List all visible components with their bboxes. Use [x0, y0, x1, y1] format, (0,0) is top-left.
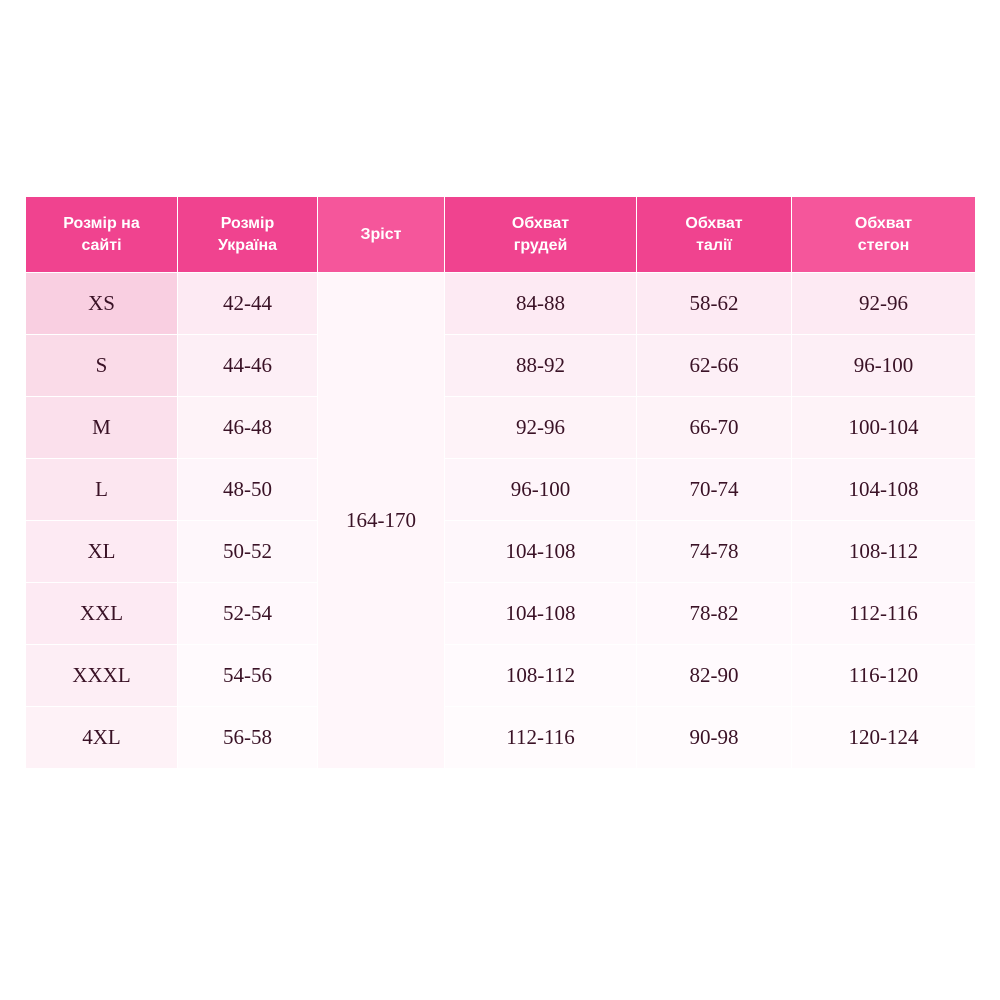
- cell-ua-size: 42-44: [178, 273, 318, 335]
- header-row: [26, 197, 976, 273]
- cell-hips: 100-104: [792, 397, 976, 459]
- table-row: [26, 645, 976, 707]
- cell-hips: 116-120: [792, 645, 976, 707]
- header-waist-line2: талії: [696, 236, 732, 254]
- table-body: [26, 273, 976, 769]
- header-hips: [792, 197, 976, 273]
- header-hips-line2: стегон: [857, 236, 910, 254]
- table-row: [26, 583, 976, 645]
- cell-ua-size: 56-58: [178, 707, 318, 769]
- table-row: [26, 459, 976, 521]
- cell-chest: 84-88: [445, 273, 637, 335]
- cell-hips: 120-124: [792, 707, 976, 769]
- cell-waist: 58-62: [637, 273, 792, 335]
- cell-ua-size: 50-52: [178, 521, 318, 583]
- cell-chest: 92-96: [445, 397, 637, 459]
- header-waist: [637, 197, 792, 273]
- header-ua-size-line2: Україна: [217, 236, 278, 254]
- cell-site-size: 4XL: [26, 707, 178, 769]
- table-row: [26, 335, 976, 397]
- table-header: [26, 197, 976, 273]
- header-site-size: [26, 197, 178, 273]
- cell-ua-size: 54-56: [178, 645, 318, 707]
- cell-waist: 82-90: [637, 645, 792, 707]
- cell-ua-size: 48-50: [178, 459, 318, 521]
- table-row: [26, 707, 976, 769]
- cell-chest: 104-108: [445, 521, 637, 583]
- header-waist-line1: Обхват: [685, 214, 743, 232]
- header-chest-line1: Обхват: [511, 214, 570, 232]
- header-hips-line1: Обхват: [854, 214, 913, 232]
- cell-hips: 112-116: [792, 583, 976, 645]
- cell-chest: 96-100: [445, 459, 637, 521]
- cell-waist: 78-82: [637, 583, 792, 645]
- cell-hips: 92-96: [792, 273, 976, 335]
- cell-height: 164-170: [318, 273, 445, 769]
- size-chart-container: [25, 196, 975, 769]
- size-chart-table: [25, 196, 976, 769]
- cell-waist: 70-74: [637, 459, 792, 521]
- header-ua-size-line1: Розмір: [220, 214, 275, 232]
- cell-site-size: XS: [26, 273, 178, 335]
- header-height: [318, 197, 445, 273]
- header-chest-line2: грудей: [513, 236, 568, 254]
- cell-site-size: XL: [26, 521, 178, 583]
- header-site-size-line2: сайті: [81, 236, 122, 254]
- header-ua-size: [178, 197, 318, 273]
- cell-site-size: L: [26, 459, 178, 521]
- cell-site-size: XXL: [26, 583, 178, 645]
- table-row: [26, 397, 976, 459]
- cell-chest: 104-108: [445, 583, 637, 645]
- cell-chest: 88-92: [445, 335, 637, 397]
- cell-ua-size: 44-46: [178, 335, 318, 397]
- cell-site-size: M: [26, 397, 178, 459]
- cell-hips: 104-108: [792, 459, 976, 521]
- table-row: [26, 273, 976, 335]
- cell-ua-size: 52-54: [178, 583, 318, 645]
- cell-site-size: S: [26, 335, 178, 397]
- table-row: [26, 521, 976, 583]
- cell-waist: 74-78: [637, 521, 792, 583]
- header-site-size-line1: Розмір на: [63, 214, 140, 232]
- header-height-line1: Зріст: [360, 225, 402, 243]
- cell-chest: 112-116: [445, 707, 637, 769]
- cell-waist: 66-70: [637, 397, 792, 459]
- cell-site-size: XXXL: [26, 645, 178, 707]
- cell-ua-size: 46-48: [178, 397, 318, 459]
- header-chest: [445, 197, 637, 273]
- cell-waist: 62-66: [637, 335, 792, 397]
- cell-hips: 96-100: [792, 335, 976, 397]
- cell-chest: 108-112: [445, 645, 637, 707]
- cell-waist: 90-98: [637, 707, 792, 769]
- cell-hips: 108-112: [792, 521, 976, 583]
